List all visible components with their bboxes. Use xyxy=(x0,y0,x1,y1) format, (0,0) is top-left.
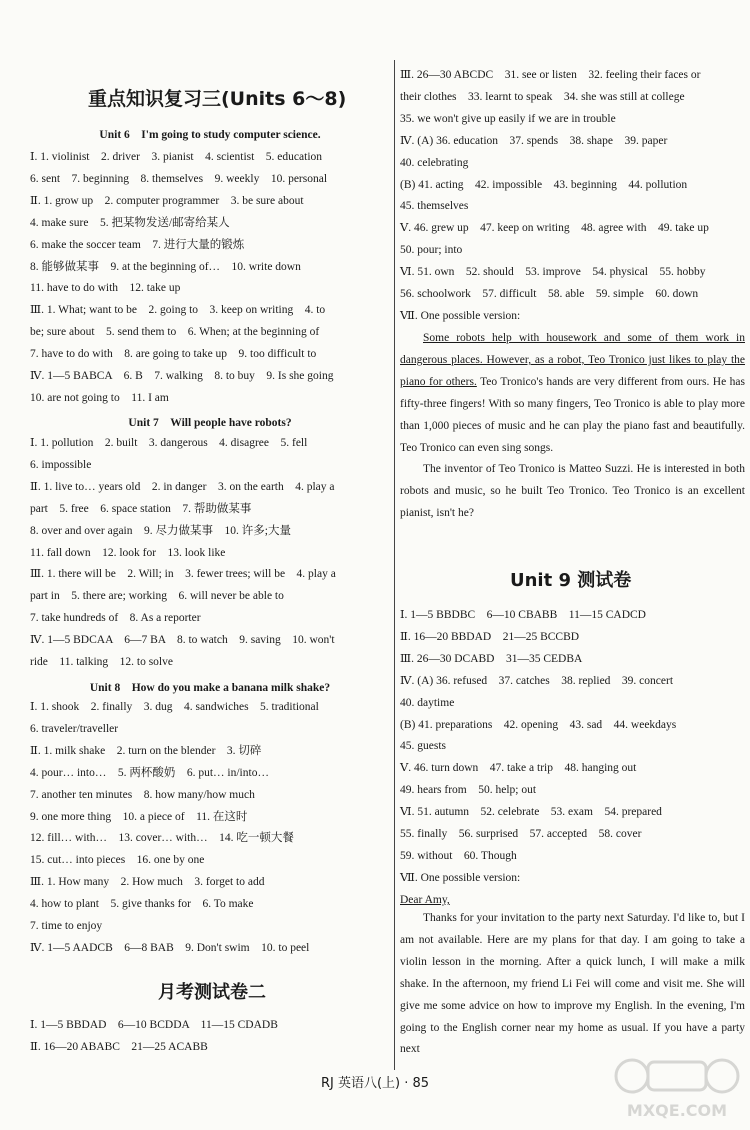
answer-line: Ⅳ. 1—5 BABCA 6. B 7. walking 8. to buy 9. Is she going xyxy=(30,370,334,382)
watermark-logo xyxy=(612,1054,742,1124)
answer-line: 11. have to do with 12. take up xyxy=(30,282,181,295)
answer-line: 4. pour… into… 5. 两杯酸奶 6. put… in/into… xyxy=(30,766,269,779)
unit7-title: Unit 7 Will people have robots? xyxy=(128,417,292,429)
answer-line: 45. themselves xyxy=(400,200,469,213)
answer-line: 6. impossible xyxy=(30,458,92,471)
answer-line: Ⅲ. 1. What; want to be 2. going to 3. keep on writing 4. to xyxy=(30,304,326,317)
answer-line: Ⅳ. (A) 36. refused 37. catches 38. replied 39. concert xyxy=(400,674,674,687)
answer-line: Ⅲ. 1. How many 2. How much 3. forget to add xyxy=(30,876,265,889)
column-divider xyxy=(394,60,395,1070)
answer-line: Ⅲ. 1. there will be 2. Will; in 3. fewer trees; will be 4. play a xyxy=(30,568,336,581)
answer-line: 49. hears from 50. help; out xyxy=(400,784,537,797)
answer-line: 10. are not going to 11. I am xyxy=(30,391,169,404)
letter-salutation: Dear Amy, xyxy=(400,894,450,906)
answer-line: 7. have to do with 8. are going to take up 9. too difficult to xyxy=(30,348,317,361)
answer-line: Ⅶ. One possible version: xyxy=(400,309,521,322)
answer-line: Ⅲ. 26—30 ABCDC 31. see or listen 32. feeling their faces or xyxy=(400,69,701,81)
page-footer: RJ 英语八(上) · 85 xyxy=(320,1076,430,1091)
answer-line: Ⅱ. 16—20 ABABC 21—25 ACABB xyxy=(30,1040,208,1053)
unit6-title: Unit 6 I'm going to study computer science. xyxy=(99,129,321,141)
monthly-test-title: 月考测试卷二 xyxy=(158,982,266,1003)
answer-line: Ⅰ. 1. violinist 2. driver 3. pianist 4. scientist 5. education xyxy=(30,151,323,163)
answer-line: part in 5. there are; working 6. will never be able to xyxy=(30,590,284,603)
essay-underlined-sentence: Some robots help with housework and some of them work in dangerous places. However, as a robot, Teo Tronico just likes to play the piano for others. xyxy=(400,332,745,388)
answer-line: Ⅱ. 1. grow up 2. computer programmer 3. be sure about xyxy=(30,194,304,207)
answer-line: 59. without 60. Though xyxy=(400,849,517,862)
answer-line: 8. over and over again 9. 尽力做某事 10. 许多;大量 xyxy=(30,524,291,537)
answer-line: 8. 能够做某事 9. at the beginning of… 10. write down xyxy=(30,260,301,273)
answer-line: (B) 41. acting 42. impossible 43. beginning 44. pollution xyxy=(400,178,688,191)
answer-line: Ⅶ. One possible version: xyxy=(400,871,521,884)
essay-paragraph xyxy=(400,328,745,459)
answer-line: 7. take hundreds of 8. As a reporter xyxy=(30,612,201,625)
answer-line: part 5. free 6. space station 7. 帮助做某事 xyxy=(30,502,252,515)
answer-line: 55. finally 56. surprised 57. accepted 58. cover xyxy=(400,828,642,840)
answer-line: 6. sent 7. beginning 8. themselves 9. weekly 10. personal xyxy=(30,172,328,185)
essay-text: Teo Tronico's hands are very different from ours. He has fifty-three fingers! With so many fingers, Teo Tronico is able to play more than 1,000 pieces of music and he can play the piano fast and beautifully. Teo Tronico can even sing songs. xyxy=(400,375,745,454)
answer-line: Ⅳ. (A) 36. education 37. spends 38. shape 39. paper xyxy=(400,134,668,147)
answer-line: 7. another ten minutes 8. how many/how much xyxy=(30,788,255,801)
answer-line: Ⅴ. 46. grew up 47. keep on writing 48. agree with 49. take up xyxy=(400,222,709,235)
answer-line: 40. celebrating xyxy=(400,156,469,169)
answer-line: Ⅰ. 1. shook 2. finally 3. dug 4. sandwiches 5. traditional xyxy=(30,701,319,713)
answer-line: 40. daytime xyxy=(400,696,455,709)
answer-line: Ⅰ. 1. pollution 2. built 3. dangerous 4. disagree 5. fell xyxy=(30,437,308,449)
answer-line: 6. make the soccer team 7. 进行大量的锻炼 xyxy=(30,238,245,251)
answer-line: Ⅲ. 26—30 DCABD 31—35 CEDBA xyxy=(400,652,583,665)
answer-line: 12. fill… with… 13. cover… with… 14. 吃一顿大餐 xyxy=(30,832,294,845)
answer-line: ride 11. talking 12. to solve xyxy=(30,656,173,668)
answer-line: 4. make sure 5. 把某物发送/邮寄给某人 xyxy=(30,216,230,229)
letter-body xyxy=(400,908,745,1061)
answer-line: Ⅵ. 51. own 52. should 53. improve 54. physical 55. hobby xyxy=(400,266,706,279)
unit8-title: Unit 8 How do you make a banana milk shake? xyxy=(89,682,331,694)
essay-paragraph: The inventor of Teo Tronico is Matteo Suzzi. He is interested in both robots and music, so he built Teo Tronico. Teo Tronico is an excellent pianist, isn't he? xyxy=(400,463,745,520)
answer-line: 50. pour; into xyxy=(400,244,463,257)
answer-line: 4. how to plant 5. give thanks for 6. To make xyxy=(30,898,254,911)
answer-line: 15. cut… into pieces 16. one by one xyxy=(30,854,205,867)
answer-line: Ⅰ. 1—5 BBDBC 6—10 CBABB 11—15 CADCD xyxy=(400,609,646,621)
answer-line: 6. traveler/traveller xyxy=(30,722,119,735)
review-title: 重点知识复习三(Units 6～8) xyxy=(88,88,347,110)
answer-line: 9. one more thing 10. a piece of 11. 在这时 xyxy=(30,810,248,823)
answer-line: 35. we won't give up easily if we are in trouble xyxy=(400,112,616,125)
answer-line: Ⅵ. 51. autumn 52. celebrate 53. exam 54. prepared xyxy=(400,806,662,819)
unit9-title: Unit 9 测试卷 xyxy=(510,570,632,591)
answer-line: Ⅰ. 1—5 BBDAD 6—10 BCDDA 11—15 CDADB xyxy=(30,1019,278,1031)
robot-essay xyxy=(400,328,745,525)
answer-line: 56. schoolwork 57. difficult 58. able 59. simple 60. down xyxy=(400,288,699,300)
svg-text:MXQE.COM: MXQE.COM xyxy=(626,1101,728,1120)
answer-line: Ⅳ. 1—5 AADCB 6—8 BAB 9. Don't swim 10. to peel xyxy=(30,941,310,954)
letter-paragraph: Thanks for your invitation to the party next Saturday. I'd like to, but I am not available. Here are my plans for that day. I am going to take a violin lesson in the morning. After a quick lunch, I will make a milk shake. In the afternoon, my friend Li Fei will come and visit me. She will give me some advice on how to improve my English. In the evening, I'm going to the English corner near my home as usual. If you have a party next xyxy=(400,912,745,1056)
answer-line: Ⅱ. 1. live to… years old 2. in danger 3. on the earth 4. play a xyxy=(30,480,335,493)
answer-line: Ⅱ. 16—20 BBDAD 21—25 BCCBD xyxy=(400,630,580,643)
answer-line: 45. guests xyxy=(400,740,446,753)
answer-line: their clothes 33. learnt to speak 34. she was still at college xyxy=(400,90,685,103)
answer-line: (B) 41. preparations 42. opening 43. sad 44. weekdays xyxy=(400,718,677,731)
answer-line: 11. fall down 12. look for 13. look like xyxy=(30,546,226,559)
answer-line: be; sure about 5. send them to 6. When; at the beginning of xyxy=(30,326,320,339)
answer-line: 7. time to enjoy xyxy=(30,920,103,932)
answer-line: Ⅳ. 1—5 BDCAA 6—7 BA 8. to watch 9. saving 10. won't xyxy=(30,634,335,647)
answer-line: Ⅴ. 46. turn down 47. take a trip 48. hanging out xyxy=(400,762,637,775)
answer-line: Ⅱ. 1. milk shake 2. turn on the blender 3. 切碎 xyxy=(30,744,262,757)
